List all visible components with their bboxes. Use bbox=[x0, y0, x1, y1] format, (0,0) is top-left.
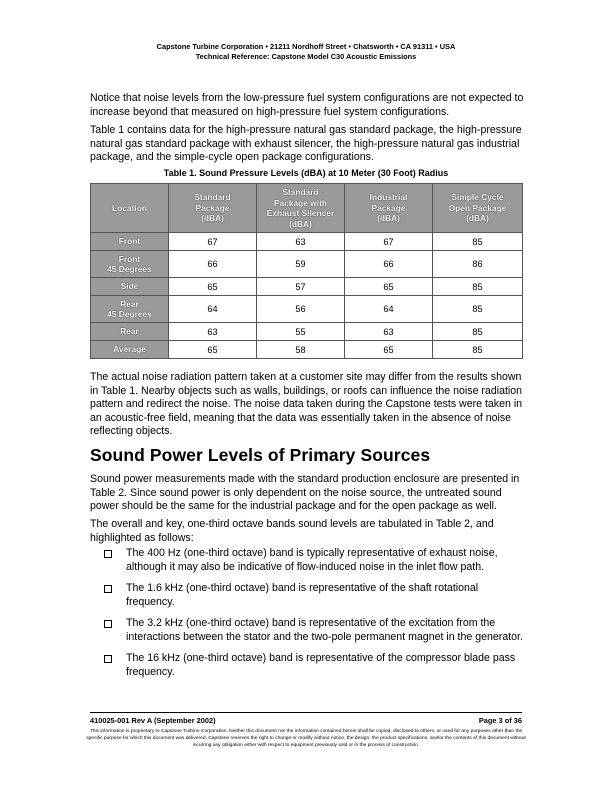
paragraph-sound-power: Sound power measurements made with the standard production enclosure are presented in Table 2. Since sound power is only dependent on the noise source, the untreated sound power should be the same for the industrial package and for the open package as well. bbox=[90, 473, 520, 512]
paragraph-low-pressure: Notice that noise levels from the low-pressure fuel system configurations are not expected to increase beyond that measured on high-pressure fuel system configurations. bbox=[90, 92, 524, 118]
cell-industrial: 63 bbox=[345, 323, 433, 341]
cell-standard: 67 bbox=[169, 233, 257, 251]
cell-standard: 66 bbox=[169, 251, 257, 278]
cell-industrial: 67 bbox=[345, 233, 433, 251]
cell-simple-cycle: 85 bbox=[433, 296, 523, 323]
page-header bbox=[0, 42, 612, 62]
paragraph-radiation-pattern: The actual noise radiation pattern taken at a customer site may differ from the results shown in Table 1. Nearby objects such as walls, buildings, or roofs can influence the noise radiation pattern and redirect the noise. The noise data taken during the Capstone tests were taken in an acoustic-free field, meaning that the data was essentially taken in the absence of noise reflecting objects. bbox=[90, 371, 523, 437]
header-exhaust-silencer: Standard Package with Exhaust Silencer (dBA) bbox=[257, 184, 345, 233]
list-item: The 400 Hz (one-third octave) band is typically representative of exhaust noise, although it may also be indicative of flow-induced noise in the inlet flow path. bbox=[104, 547, 528, 574]
table-row bbox=[91, 251, 523, 278]
cell-silencer: 59 bbox=[257, 251, 345, 278]
cell-standard: 63 bbox=[169, 323, 257, 341]
table-row bbox=[91, 233, 523, 251]
cell-industrial: 65 bbox=[345, 278, 433, 296]
section-heading: Sound Power Levels of Primary Sources bbox=[90, 445, 431, 465]
table-row bbox=[91, 323, 523, 341]
table-row bbox=[91, 296, 523, 323]
header-doc-title: Technical Reference: Capstone Model C30 Acoustic Emissions bbox=[195, 52, 417, 61]
row-location: Side bbox=[91, 278, 169, 296]
table-header-row bbox=[91, 184, 523, 233]
cell-industrial: 64 bbox=[345, 296, 433, 323]
header-standard-package: Standard Package (dBA) bbox=[169, 184, 257, 233]
checkbox-bullet-icon bbox=[104, 585, 112, 593]
header-location: Location bbox=[91, 184, 169, 233]
paragraph-octave-intro: The overall and key, one-third octave bands sound levels are tabulated in Table 2, and highlighted as follows: bbox=[90, 518, 494, 544]
table-row bbox=[91, 341, 523, 359]
header-industrial-package: Industrial Package (dBA) bbox=[345, 184, 433, 233]
checkbox-bullet-icon bbox=[104, 550, 112, 558]
checkbox-bullet-icon bbox=[104, 655, 112, 663]
cell-simple-cycle: 85 bbox=[433, 278, 523, 296]
cell-industrial: 65 bbox=[345, 341, 433, 359]
cell-standard: 65 bbox=[169, 341, 257, 359]
cell-silencer: 58 bbox=[257, 341, 345, 359]
cell-silencer: 57 bbox=[257, 278, 345, 296]
footer-doc-id: 410025-001 Rev A (September 2002) bbox=[90, 716, 216, 725]
cell-standard: 64 bbox=[169, 296, 257, 323]
footer-page-number: Page 3 of 36 bbox=[478, 716, 522, 725]
cell-silencer: 55 bbox=[257, 323, 345, 341]
list-item: The 1.6 kHz (one-third octave) band is representative of the shaft rotational frequency. bbox=[104, 582, 528, 609]
cell-simple-cycle: 85 bbox=[433, 341, 523, 359]
bullet-list bbox=[104, 547, 528, 687]
sound-pressure-table bbox=[90, 183, 523, 359]
row-location: Rear bbox=[91, 323, 169, 341]
row-location: Front bbox=[91, 233, 169, 251]
paragraph-table-intro: Table 1 contains data for the high-pressure natural gas standard package, the high-pressure natural gas standard package with exhaust silencer, the high-pressure natural gas industrial package, and the simple-cycle open package configurations. bbox=[90, 124, 522, 163]
header-simple-cycle: Simple Cycle Open Package (dBA) bbox=[433, 184, 523, 233]
cell-silencer: 63 bbox=[257, 233, 345, 251]
cell-silencer: 56 bbox=[257, 296, 345, 323]
footer-divider bbox=[90, 712, 522, 713]
row-location: Rear 45 Degrees bbox=[91, 296, 169, 323]
list-item: The 3.2 kHz (one-third octave) band is representative of the excitation from the interactions between the stator and the two-pole permanent magnet in the generator. bbox=[104, 617, 528, 644]
table-title: Table 1. Sound Pressure Levels (dBA) at 10 Meter (30 Foot) Radius bbox=[163, 168, 449, 178]
list-item: The 16 kHz (one-third octave) band is representative of the compressor blade pass frequency. bbox=[104, 652, 528, 679]
row-location: Average bbox=[91, 341, 169, 359]
row-location: Front 45 Degrees bbox=[91, 251, 169, 278]
header-address: Capstone Turbine Corporation • 21211 Nordhoff Street • Chatsworth • CA 91311 • USA bbox=[156, 42, 456, 51]
checkbox-bullet-icon bbox=[104, 620, 112, 628]
cell-simple-cycle: 85 bbox=[433, 233, 523, 251]
footer-legal-notice: This information is proprietary to Capstone Turbine Corporation. Neither this document nor the information contained herein shall be copied, disclosed to others, or used for any purposes other than the specific purpose for which this document was delivered. Capstone reserves the right to change or modify without notice, the design, the product specifications, and/or the contents of this document without incurring any obligation either with respect to equipment previously sold or in the process of construction. bbox=[86, 729, 526, 748]
cell-standard: 65 bbox=[169, 278, 257, 296]
cell-industrial: 66 bbox=[345, 251, 433, 278]
table-row bbox=[91, 278, 523, 296]
cell-simple-cycle: 86 bbox=[433, 251, 523, 278]
cell-simple-cycle: 85 bbox=[433, 323, 523, 341]
